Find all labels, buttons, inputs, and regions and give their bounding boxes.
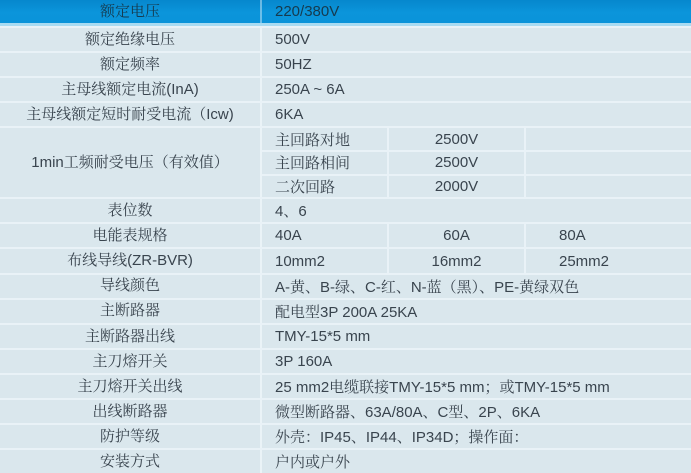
row-label: 1min工频耐受电压（有效值）: [0, 128, 262, 197]
row-label: 主断路器出线: [0, 325, 262, 348]
spec-row-outgoing-breaker: [0, 398, 691, 423]
subrow-label: 二次回路: [275, 179, 336, 197]
subrow-label: 主回路对地: [275, 131, 351, 149]
row-label: 防护等级: [0, 425, 262, 448]
row-label: 电能表规格: [0, 224, 262, 247]
row-value: 微型断路器、63A/80A、C型、2P、6KA: [275, 403, 541, 421]
subrow-empty-cell: [524, 176, 691, 198]
spec-row-busbar-current: [0, 76, 691, 101]
row-value: 外壳：IP45、IP44、IP34D；操作面：: [275, 428, 529, 446]
row-label: 主母线额定电流(InA): [0, 78, 262, 101]
subrow-empty-cell: [524, 128, 691, 150]
cell-value: 10mm2: [275, 252, 326, 270]
row-value: 250A ~ 6A: [275, 81, 345, 99]
subrow-phase-to-phase: [262, 150, 691, 174]
row-value: 户内或户外: [275, 453, 351, 471]
subrow-main-to-earth: [262, 128, 691, 150]
cell-value: 40A: [275, 227, 302, 245]
row-label: 安装方式: [0, 450, 262, 473]
row-value: 25 mm2电缆联接TMY-15*5 mm；或TMY-15*5 mm: [275, 378, 610, 396]
spec-row-knife-switch-outlet: [0, 373, 691, 398]
row-label: 表位数: [0, 199, 262, 222]
row-label: 布线导线(ZR-BVR): [0, 249, 262, 272]
spec-row-insulation-voltage: [0, 26, 691, 51]
row-label: 额定绝缘电压: [0, 28, 262, 51]
withstand-voltage-subtable: [262, 128, 691, 197]
row-value: TMY-15*5 mm: [275, 327, 371, 345]
spec-row-wiring-conductor: [0, 247, 691, 272]
row-label: 主断路器: [0, 300, 262, 323]
cell-value: 25mm2: [524, 249, 691, 272]
row-value: 220/380V: [275, 3, 340, 21]
row-label: 主母线额定短时耐受电流（Icw): [0, 103, 262, 126]
cell-value: 16mm2: [387, 249, 524, 272]
row-value: 配电型3P 200A 25KA: [275, 303, 418, 321]
spec-row-main-knife-switch: [0, 348, 691, 373]
spec-row-main-breaker: [0, 298, 691, 323]
row-value: A-黄、B-绿、C-红、N-蓝（黑）、PE-黄绿双色: [275, 278, 580, 296]
subrow-value: 2500V: [387, 152, 524, 174]
cell-value: 80A: [524, 224, 691, 247]
row-label: 额定频率: [0, 53, 262, 76]
row-label: 出线断路器: [0, 400, 262, 423]
subrow-secondary-circuit: [262, 174, 691, 198]
row-value: 50HZ: [275, 56, 312, 74]
spec-row-main-breaker-outlet: [0, 323, 691, 348]
row-label: 额定电压: [0, 0, 262, 23]
subrow-empty-cell: [524, 152, 691, 174]
row-label: 主刀熔开关出线: [0, 375, 262, 398]
spec-row-installation: [0, 448, 691, 473]
row-multi-cells: [262, 224, 691, 247]
row-value: 500V: [275, 31, 311, 49]
spec-row-withstand-current: [0, 101, 691, 126]
subrow-label: 主回路相间: [275, 155, 351, 173]
row-multi-cells: [262, 249, 691, 272]
spec-row-rated-frequency: [0, 51, 691, 76]
spec-row-power-frequency-withstand: [0, 126, 691, 197]
row-value: 3P 160A: [275, 352, 333, 370]
spec-row-meter-positions: [0, 197, 691, 222]
row-value: 6KA: [275, 106, 304, 124]
cell-value: 60A: [387, 224, 524, 247]
row-value: 4、6: [275, 203, 307, 221]
spec-row-rated-voltage: [0, 0, 691, 26]
subrow-value: 2500V: [387, 128, 524, 150]
row-label: 导线颜色: [0, 275, 262, 298]
spec-row-protection-rating: [0, 423, 691, 448]
spec-row-meter-spec: [0, 222, 691, 247]
row-label: 主刀熔开关: [0, 350, 262, 373]
subrow-value: 2000V: [387, 176, 524, 198]
spec-row-conductor-colors: [0, 273, 691, 298]
